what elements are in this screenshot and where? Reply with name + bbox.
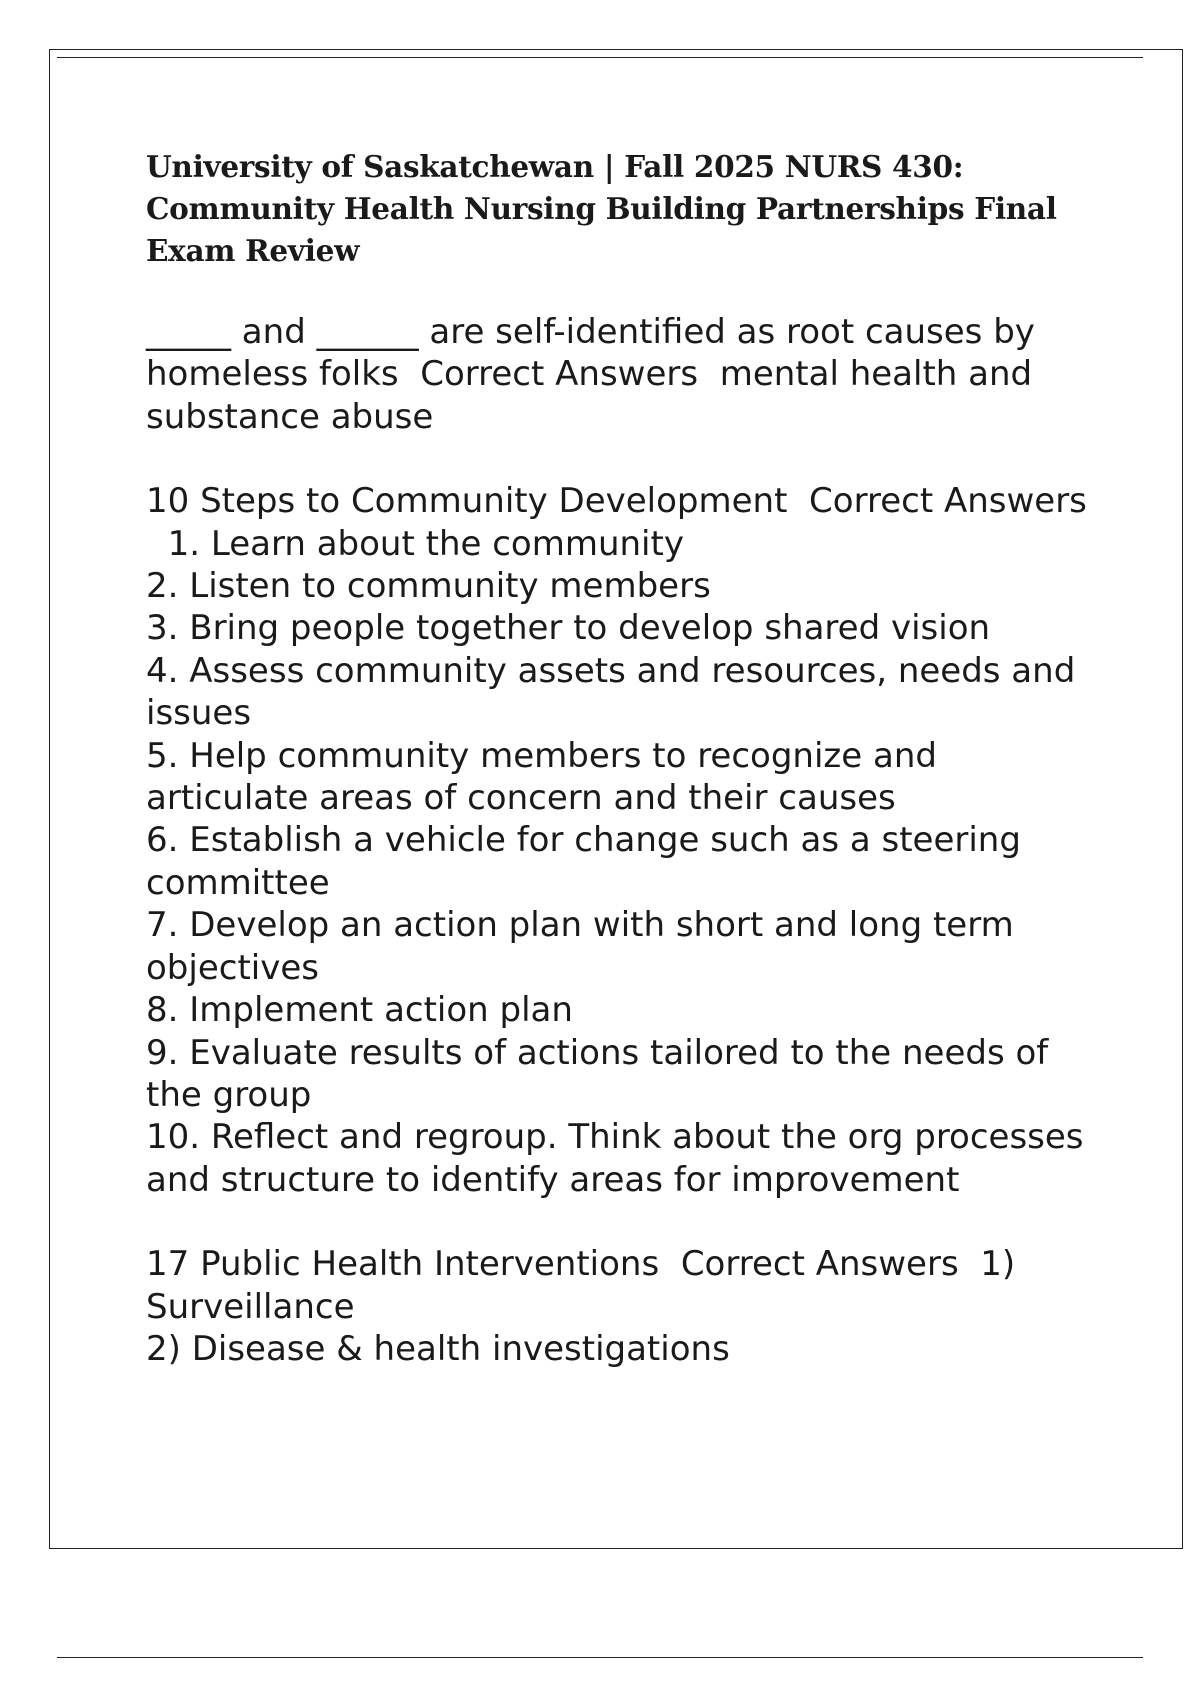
correct-answers-label: Correct Answers — [809, 481, 1087, 522]
answer-line: 1) Surveillance — [146, 1244, 1016, 1327]
document-title: University of Saskatchewan | Fall 2025 NURS 430: Community Health Nursing Building Partnerships Final Exam Review — [146, 149, 1057, 268]
question-text: _____ and ______ are self-identified as root causes by homeless folks — [146, 312, 1035, 395]
answer-line: 8. Implement action plan — [146, 990, 573, 1031]
answer-line: 10. Reflect and regroup. Think about the org processes and structure to identify areas for improvement — [146, 1117, 1084, 1200]
correct-answers-label: Correct Answers — [680, 1244, 959, 1285]
answer-line: 2) Disease & health investigations — [146, 1328, 730, 1369]
answer-line: 5. Help community members to recognize and articulate areas of concern and their causes — [146, 735, 937, 819]
answer-line: 3. Bring people together to develop shared vision — [146, 608, 991, 649]
question-text: 17 Public Health Interventions — [146, 1244, 660, 1285]
question-text: 10 Steps to Community Development — [146, 481, 788, 522]
document-body — [146, 146, 1096, 1412]
qa-item-1 — [146, 311, 1096, 438]
correct-answers-label: Correct Answers — [420, 354, 699, 395]
qa-item-2 — [146, 480, 1096, 1201]
answer-line: 7. Develop an action plan with short and long term objectives — [146, 905, 1014, 988]
footer-rule — [57, 1657, 1143, 1658]
answer-line: 1. Learn about the community — [167, 523, 684, 564]
answer-line: 9. Evaluate results of actions tailored to the needs of the group — [146, 1032, 1049, 1115]
qa-item-3 — [146, 1243, 1096, 1370]
header-rule — [57, 57, 1143, 58]
answer-line: mental health and substance abuse — [146, 354, 1033, 437]
answer-line: 4. Assess community assets and resources, needs and issues — [146, 650, 1076, 734]
answer-line: 6. Establish a vehicle for change such as a steering committee — [146, 820, 1021, 903]
answer-line: 2. Listen to community members — [146, 566, 711, 607]
